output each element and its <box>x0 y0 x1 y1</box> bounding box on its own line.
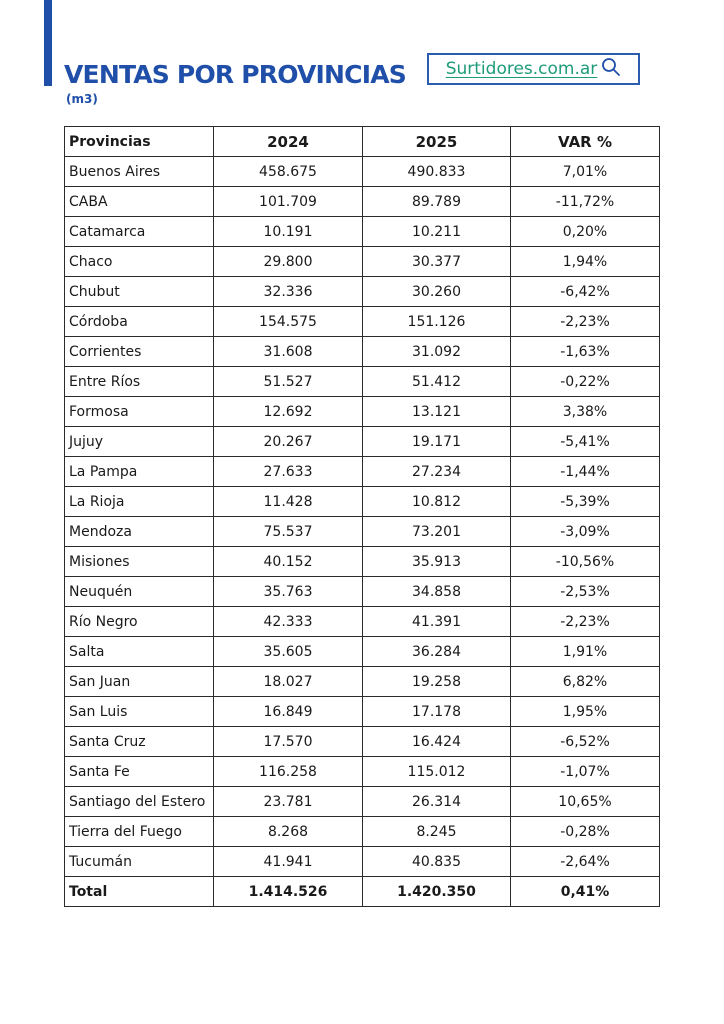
cell-2025: 40.835 <box>363 847 511 877</box>
cell-var: -6,42% <box>511 277 660 307</box>
cell-var: -2,64% <box>511 847 660 877</box>
cell-province: Misiones <box>65 547 214 577</box>
cell-2024: 41.941 <box>214 847 363 877</box>
cell-province: Salta <box>65 637 214 667</box>
cell-2025: 490.833 <box>363 157 511 187</box>
table-row <box>65 337 660 367</box>
cell-2025: 16.424 <box>363 727 511 757</box>
total-cell-2024: 1.414.526 <box>214 877 363 907</box>
cell-2024: 40.152 <box>214 547 363 577</box>
cell-var: -2,53% <box>511 577 660 607</box>
cell-2025: 36.284 <box>363 637 511 667</box>
cell-2024: 42.333 <box>214 607 363 637</box>
cell-2024: 29.800 <box>214 247 363 277</box>
search-icon[interactable] <box>601 57 621 82</box>
cell-var: 10,65% <box>511 787 660 817</box>
cell-2024: 31.608 <box>214 337 363 367</box>
table-row <box>65 637 660 667</box>
accent-bar <box>44 0 52 86</box>
cell-var: 6,82% <box>511 667 660 697</box>
cell-var: 1,95% <box>511 697 660 727</box>
table-row <box>65 307 660 337</box>
cell-province: Mendoza <box>65 517 214 547</box>
cell-2024: 18.027 <box>214 667 363 697</box>
cell-2024: 20.267 <box>214 427 363 457</box>
cell-var: -3,09% <box>511 517 660 547</box>
cell-2025: 27.234 <box>363 457 511 487</box>
cell-var: -0,22% <box>511 367 660 397</box>
cell-province: Chubut <box>65 277 214 307</box>
cell-2024: 8.268 <box>214 817 363 847</box>
cell-var: -1,07% <box>511 757 660 787</box>
cell-2024: 17.570 <box>214 727 363 757</box>
cell-2025: 34.858 <box>363 577 511 607</box>
cell-2025: 73.201 <box>363 517 511 547</box>
cell-var: -2,23% <box>511 307 660 337</box>
cell-2024: 116.258 <box>214 757 363 787</box>
cell-province: Neuquén <box>65 577 214 607</box>
cell-var: 3,38% <box>511 397 660 427</box>
cell-2025: 89.789 <box>363 187 511 217</box>
cell-var: -10,56% <box>511 547 660 577</box>
column-header-2025: 2025 <box>363 127 511 157</box>
cell-2025: 30.260 <box>363 277 511 307</box>
cell-var: -2,23% <box>511 607 660 637</box>
table-total-row <box>65 877 660 907</box>
cell-2024: 12.692 <box>214 397 363 427</box>
cell-province: Santiago del Estero <box>65 787 214 817</box>
cell-2024: 16.849 <box>214 697 363 727</box>
cell-2024: 35.605 <box>214 637 363 667</box>
column-header-2024: 2024 <box>214 127 363 157</box>
cell-var: 0,20% <box>511 217 660 247</box>
cell-var: -5,39% <box>511 487 660 517</box>
cell-province: Santa Fe <box>65 757 214 787</box>
cell-2024: 51.527 <box>214 367 363 397</box>
cell-2024: 75.537 <box>214 517 363 547</box>
cell-2024: 11.428 <box>214 487 363 517</box>
cell-province: Formosa <box>65 397 214 427</box>
cell-2024: 23.781 <box>214 787 363 817</box>
cell-2025: 115.012 <box>363 757 511 787</box>
table-row <box>65 517 660 547</box>
cell-var: -5,41% <box>511 427 660 457</box>
table-body <box>65 157 660 907</box>
table-row <box>65 727 660 757</box>
total-cell-province: Total <box>65 877 214 907</box>
table-row <box>65 607 660 637</box>
cell-2025: 31.092 <box>363 337 511 367</box>
total-cell-2025: 1.420.350 <box>363 877 511 907</box>
table-row <box>65 367 660 397</box>
table-header-row <box>65 127 660 157</box>
cell-province: Santa Cruz <box>65 727 214 757</box>
table-row <box>65 787 660 817</box>
table-row <box>65 547 660 577</box>
cell-province: Jujuy <box>65 427 214 457</box>
cell-province: Córdoba <box>65 307 214 337</box>
table-row <box>65 217 660 247</box>
table-row <box>65 757 660 787</box>
cell-2025: 26.314 <box>363 787 511 817</box>
table-row <box>65 277 660 307</box>
cell-2024: 10.191 <box>214 217 363 247</box>
cell-province: San Juan <box>65 667 214 697</box>
cell-province: Buenos Aires <box>65 157 214 187</box>
cell-2025: 30.377 <box>363 247 511 277</box>
cell-2025: 19.258 <box>363 667 511 697</box>
cell-2025: 51.412 <box>363 367 511 397</box>
cell-2025: 151.126 <box>363 307 511 337</box>
cell-2024: 27.633 <box>214 457 363 487</box>
cell-province: Tucumán <box>65 847 214 877</box>
cell-province: Catamarca <box>65 217 214 247</box>
cell-province: La Pampa <box>65 457 214 487</box>
table-row <box>65 487 660 517</box>
cell-var: -11,72% <box>511 187 660 217</box>
cell-province: Corrientes <box>65 337 214 367</box>
table-row <box>65 847 660 877</box>
cell-var: -1,63% <box>511 337 660 367</box>
cell-2025: 17.178 <box>363 697 511 727</box>
brand-link[interactable]: Surtidores.com.ar <box>445 59 598 79</box>
table-row <box>65 247 660 277</box>
table-row <box>65 577 660 607</box>
cell-province: CABA <box>65 187 214 217</box>
cell-province: Chaco <box>65 247 214 277</box>
table-row <box>65 427 660 457</box>
table-row <box>65 187 660 217</box>
cell-province: San Luis <box>65 697 214 727</box>
cell-var: -6,52% <box>511 727 660 757</box>
cell-province: Río Negro <box>65 607 214 637</box>
cell-2025: 10.812 <box>363 487 511 517</box>
total-cell-var: 0,41% <box>511 877 660 907</box>
cell-var: 7,01% <box>511 157 660 187</box>
cell-province: Entre Ríos <box>65 367 214 397</box>
cell-2024: 32.336 <box>214 277 363 307</box>
unit-label: (m3) <box>66 92 98 106</box>
table-row <box>65 697 660 727</box>
cell-2025: 10.211 <box>363 217 511 247</box>
sales-table <box>64 126 660 907</box>
cell-2025: 19.171 <box>363 427 511 457</box>
cell-2025: 41.391 <box>363 607 511 637</box>
table-row <box>65 667 660 697</box>
cell-2024: 101.709 <box>214 187 363 217</box>
column-header-var: VAR % <box>511 127 660 157</box>
cell-province: La Rioja <box>65 487 214 517</box>
cell-2024: 154.575 <box>214 307 363 337</box>
cell-var: -1,44% <box>511 457 660 487</box>
table-row <box>65 397 660 427</box>
column-header-provincias: Provincias <box>65 127 214 157</box>
cell-2025: 8.245 <box>363 817 511 847</box>
cell-province: Tierra del Fuego <box>65 817 214 847</box>
cell-var: -0,28% <box>511 817 660 847</box>
table-row <box>65 817 660 847</box>
table-row <box>65 157 660 187</box>
brand-search-box[interactable] <box>427 53 640 85</box>
cell-2025: 13.121 <box>363 397 511 427</box>
cell-var: 1,94% <box>511 247 660 277</box>
cell-2024: 35.763 <box>214 577 363 607</box>
cell-var: 1,91% <box>511 637 660 667</box>
table-row <box>65 457 660 487</box>
cell-2025: 35.913 <box>363 547 511 577</box>
cell-2024: 458.675 <box>214 157 363 187</box>
page-title: VENTAS POR PROVINCIAS <box>64 60 406 89</box>
